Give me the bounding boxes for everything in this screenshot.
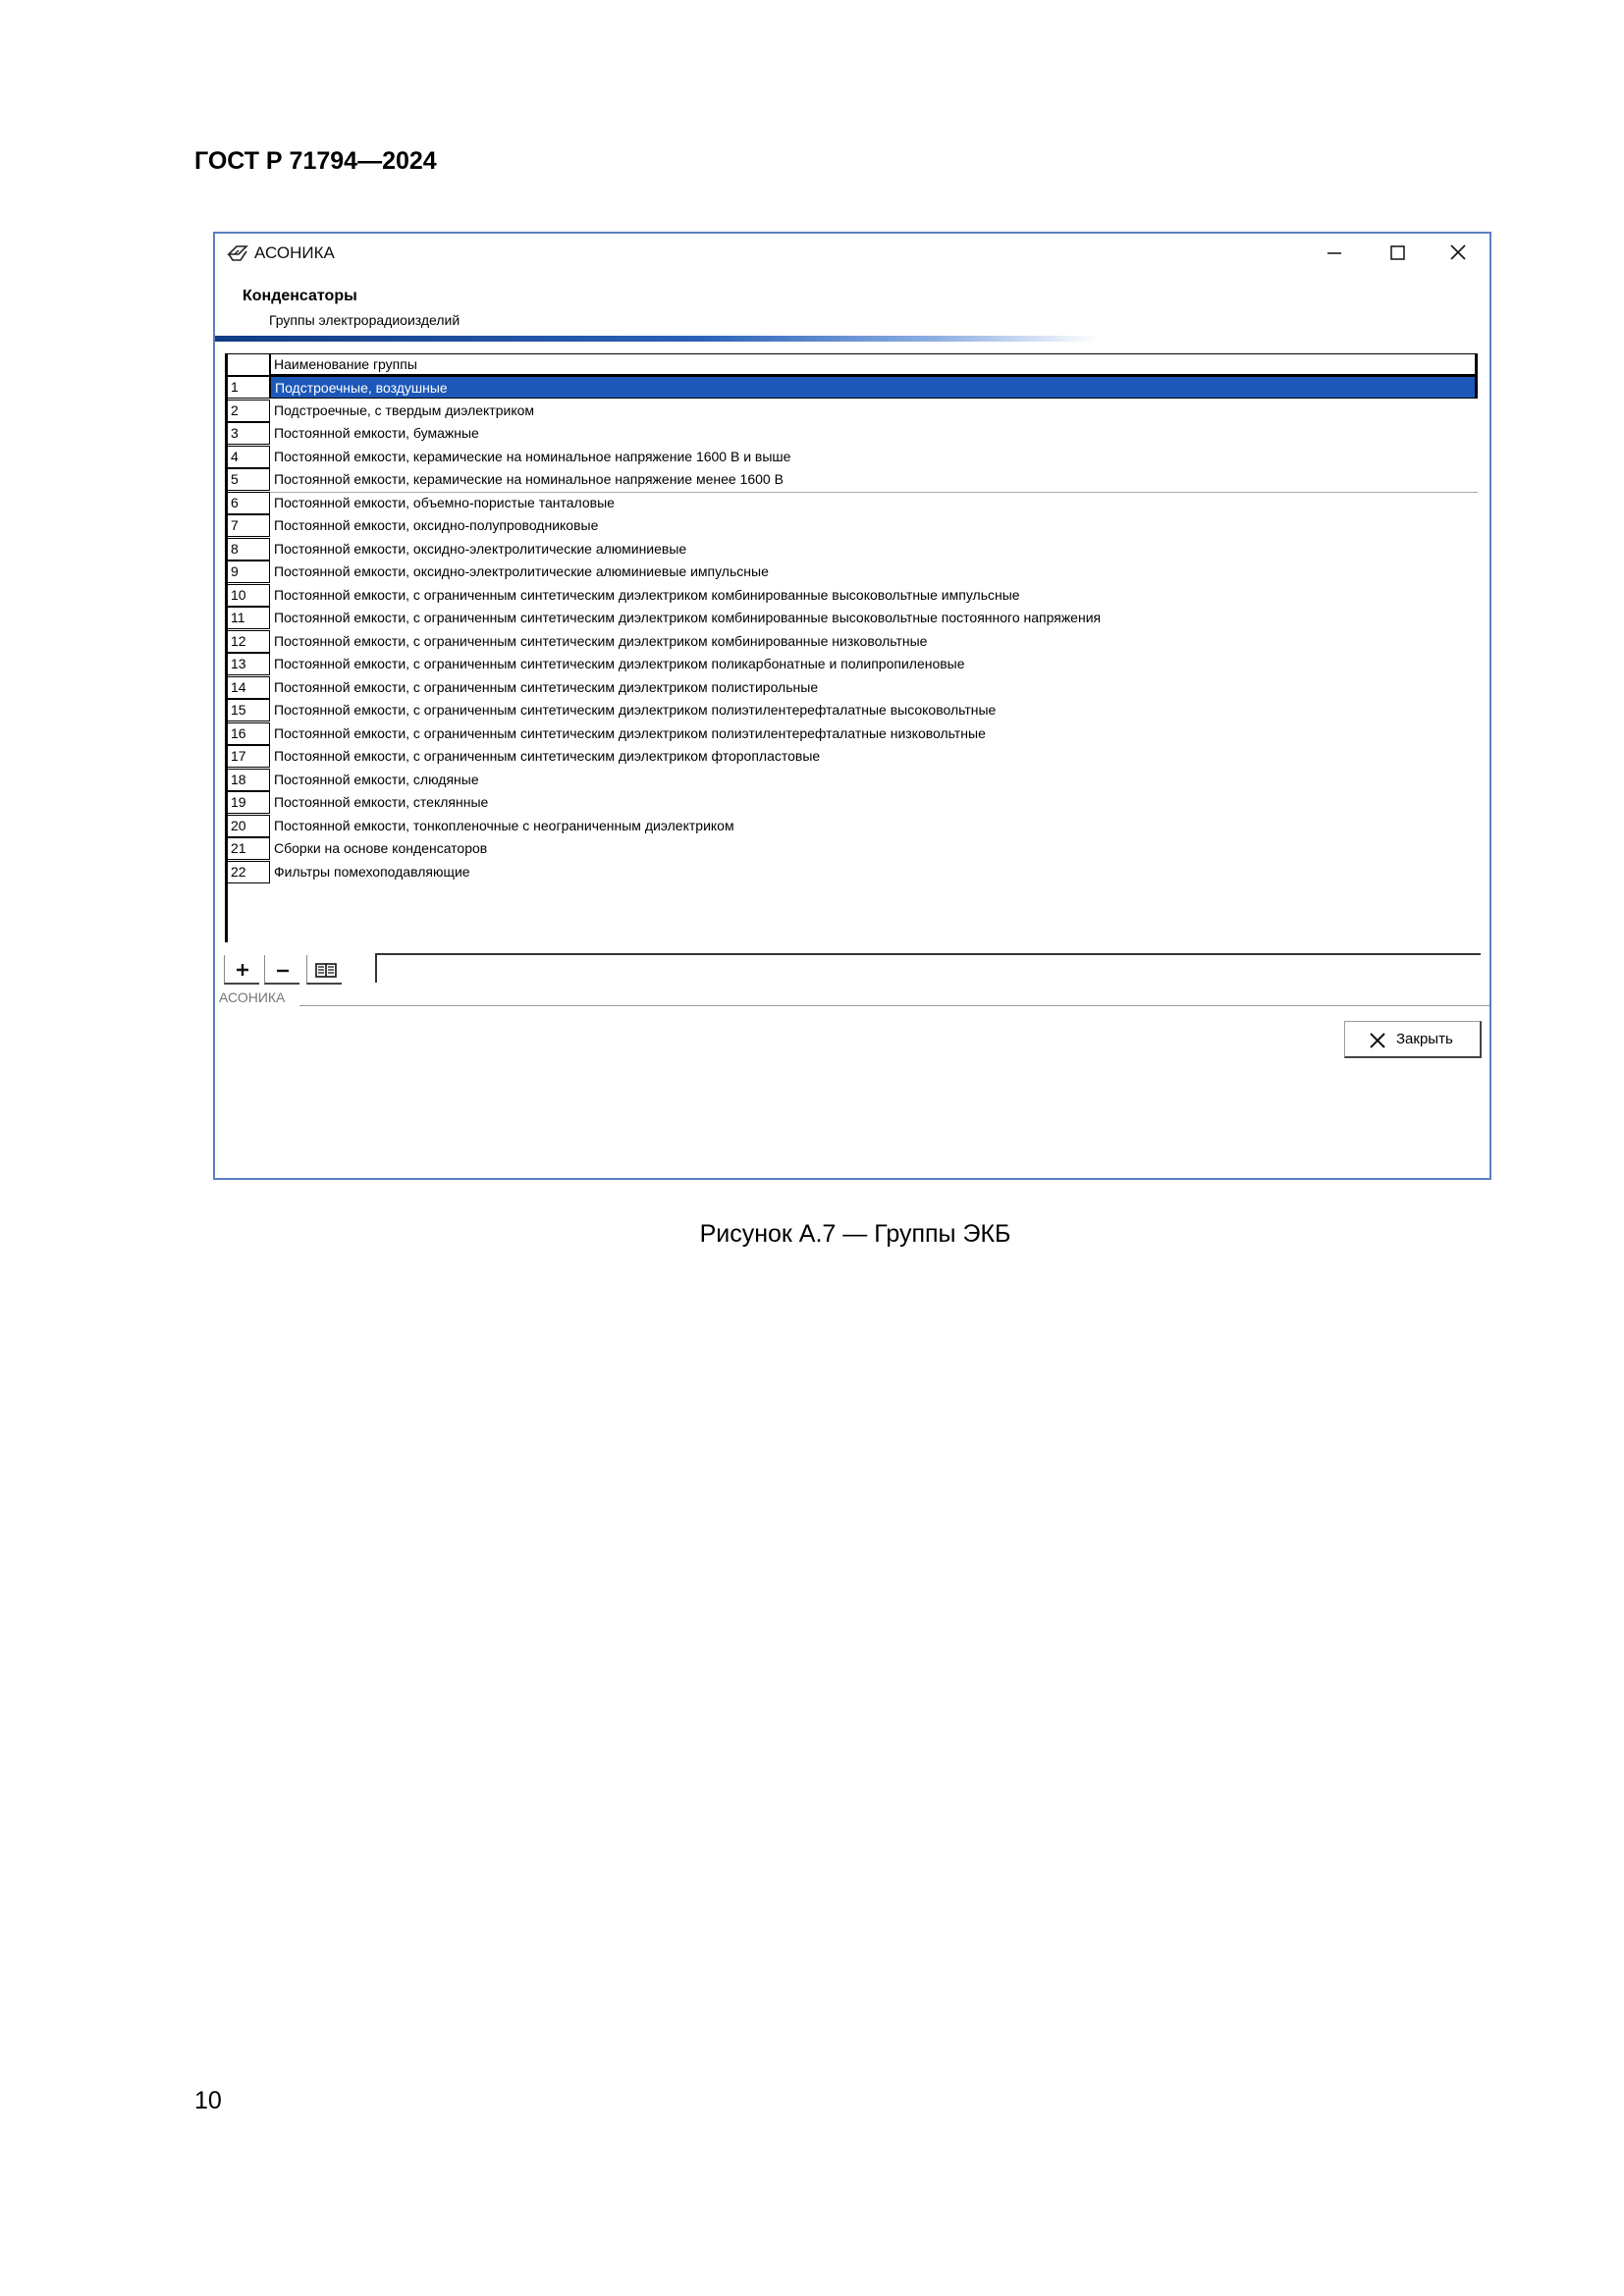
table-row[interactable]	[225, 584, 1478, 607]
page-number: 10	[194, 2087, 222, 2114]
row-group-name: Постоянной емкости, оксидно-электролитические алюминиевые импульсные	[274, 563, 769, 579]
table-row[interactable]	[225, 492, 1478, 514]
table-row[interactable]	[225, 769, 1478, 791]
row-number: 21	[225, 837, 270, 860]
row-number: 7	[225, 514, 270, 537]
row-group-name: Постоянной емкости, с ограниченным синтетическим диэлектриком комбинированные низковольтные	[274, 632, 928, 649]
close-icon	[1448, 243, 1468, 263]
footer-brand: АСОНИКА	[219, 989, 286, 1005]
table-row[interactable]	[225, 676, 1478, 699]
close-button[interactable]	[1344, 1021, 1482, 1058]
groups-grid	[225, 353, 1478, 942]
row-number: 4	[225, 446, 270, 468]
row-group-name: Постоянной емкости, объемно-пористые танталовые	[274, 494, 615, 510]
row-number: 12	[225, 630, 270, 653]
section-title: Конденсаторы	[243, 288, 357, 304]
grid-header-corner	[225, 353, 270, 376]
row-number: 22	[225, 861, 270, 883]
edit-input-field[interactable]	[375, 953, 1481, 983]
table-row[interactable]	[225, 468, 1478, 491]
row-group-name: Постоянной емкости, тонкопленочные с неограниченным диэлектриком	[274, 817, 734, 833]
section-subtitle: Группы электрорадиоизделий	[269, 312, 460, 328]
row-number: 9	[225, 561, 270, 583]
row-separator	[270, 492, 1478, 493]
table-row[interactable]	[225, 561, 1478, 583]
row-number: 17	[225, 745, 270, 768]
grid-header-row	[225, 353, 1478, 376]
row-number: 16	[225, 722, 270, 745]
row-group-name: Постоянной емкости, бумажные	[274, 425, 479, 441]
close-window-button[interactable]	[1436, 238, 1480, 269]
row-group-name: Постоянной емкости, керамические на номинальное напряжение 1600 В и выше	[274, 448, 791, 464]
book-icon	[315, 961, 337, 979]
row-number: 3	[225, 422, 270, 445]
row-number: 19	[225, 791, 270, 814]
table-row[interactable]	[225, 791, 1478, 814]
table-row[interactable]	[225, 607, 1478, 629]
maximize-button[interactable]	[1376, 238, 1419, 269]
table-row[interactable]	[225, 815, 1478, 837]
header-gradient-bar	[215, 336, 1099, 342]
minus-icon	[273, 961, 293, 979]
footer-divider	[299, 1005, 1489, 1006]
row-group-name: Постоянной емкости, с ограниченным синтетическим диэлектриком фторопластовые	[274, 748, 821, 764]
table-row[interactable]	[225, 837, 1478, 860]
table-row[interactable]	[225, 422, 1478, 445]
row-number: 11	[225, 607, 270, 629]
row-number: 15	[225, 699, 270, 721]
document-header: ГОСТ Р 71794—2024	[194, 147, 437, 175]
row-number: 1	[225, 376, 270, 399]
row-group-name: Постоянной емкости, с ограниченным синтетическим диэлектриком полиэтилентерефталатные низковольтные	[274, 724, 986, 741]
row-group-name: Сборки на основе конденсаторов	[274, 840, 488, 856]
table-row[interactable]	[225, 376, 1478, 399]
table-row[interactable]	[225, 653, 1478, 675]
row-group-name: Постоянной емкости, оксидно-полупроводниковые	[274, 517, 599, 533]
column-header-name[interactable]: Наименование группы	[270, 353, 1478, 376]
row-group-name: Постоянной емкости, стеклянные	[274, 794, 489, 810]
row-number: 18	[225, 769, 270, 791]
table-row[interactable]	[225, 745, 1478, 768]
table-row[interactable]	[225, 400, 1478, 422]
row-group-name: Фильтры помехоподавляющие	[274, 863, 470, 880]
minimize-icon	[1325, 243, 1344, 263]
x-icon	[1369, 1032, 1386, 1049]
row-group-name: Постоянной емкости, с ограниченным синтетическим диэлектриком комбинированные высоковольтные постоянного напряжения	[274, 610, 1102, 625]
row-group-name: Подстроечные, с твердым диэлектриком	[274, 401, 535, 418]
table-row[interactable]	[225, 630, 1478, 653]
row-number: 5	[225, 468, 270, 491]
row-group-name: Постоянной емкости, с ограниченным синтетическим диэлектриком комбинированные высоковольтные импульсные	[274, 586, 1020, 603]
table-row[interactable]	[225, 861, 1478, 883]
row-number: 14	[225, 676, 270, 699]
row-number: 20	[225, 815, 270, 837]
row-group-name: Постоянной емкости, с ограниченным синтетическим диэлектриком полистирольные	[274, 678, 819, 695]
reference-book-button[interactable]	[306, 955, 342, 985]
row-group-name: Подстроечные, воздушные	[270, 376, 1478, 399]
title-bar	[215, 234, 1489, 273]
table-row[interactable]	[225, 699, 1478, 721]
row-group-name: Постоянной емкости, с ограниченным синтетическим диэлектриком поликарбонатные и полипропиленовые	[274, 656, 965, 671]
row-number: 2	[225, 400, 270, 422]
plus-icon	[233, 961, 252, 979]
asonika-window	[213, 232, 1491, 1180]
row-group-name: Постоянной емкости, с ограниченным синтетическим диэлектриком полиэтилентерефталатные высоковольтные	[274, 702, 997, 718]
figure-caption: Рисунок А.7 — Группы ЭКБ	[699, 1220, 1011, 1248]
row-number: 8	[225, 538, 270, 561]
row-number: 6	[225, 492, 270, 514]
row-group-name: Постоянной емкости, слюдяные	[274, 771, 479, 787]
table-row[interactable]	[225, 514, 1478, 537]
minimize-button[interactable]	[1313, 238, 1356, 269]
remove-row-button[interactable]	[264, 955, 299, 985]
add-row-button[interactable]	[224, 955, 259, 985]
table-row[interactable]	[225, 538, 1478, 561]
close-button-label: Закрыть	[1396, 1031, 1453, 1047]
asonika-logo-icon	[227, 243, 248, 263]
row-number: 13	[225, 653, 270, 675]
row-group-name: Постоянной емкости, оксидно-электролитические алюминиевые	[274, 540, 687, 557]
row-group-name: Постоянной емкости, керамические на номинальное напряжение менее 1600 В	[274, 471, 784, 487]
row-number: 10	[225, 584, 270, 607]
maximize-icon	[1387, 243, 1407, 263]
table-row[interactable]	[225, 722, 1478, 745]
table-row[interactable]	[225, 446, 1478, 468]
window-title: АСОНИКА	[254, 243, 335, 262]
